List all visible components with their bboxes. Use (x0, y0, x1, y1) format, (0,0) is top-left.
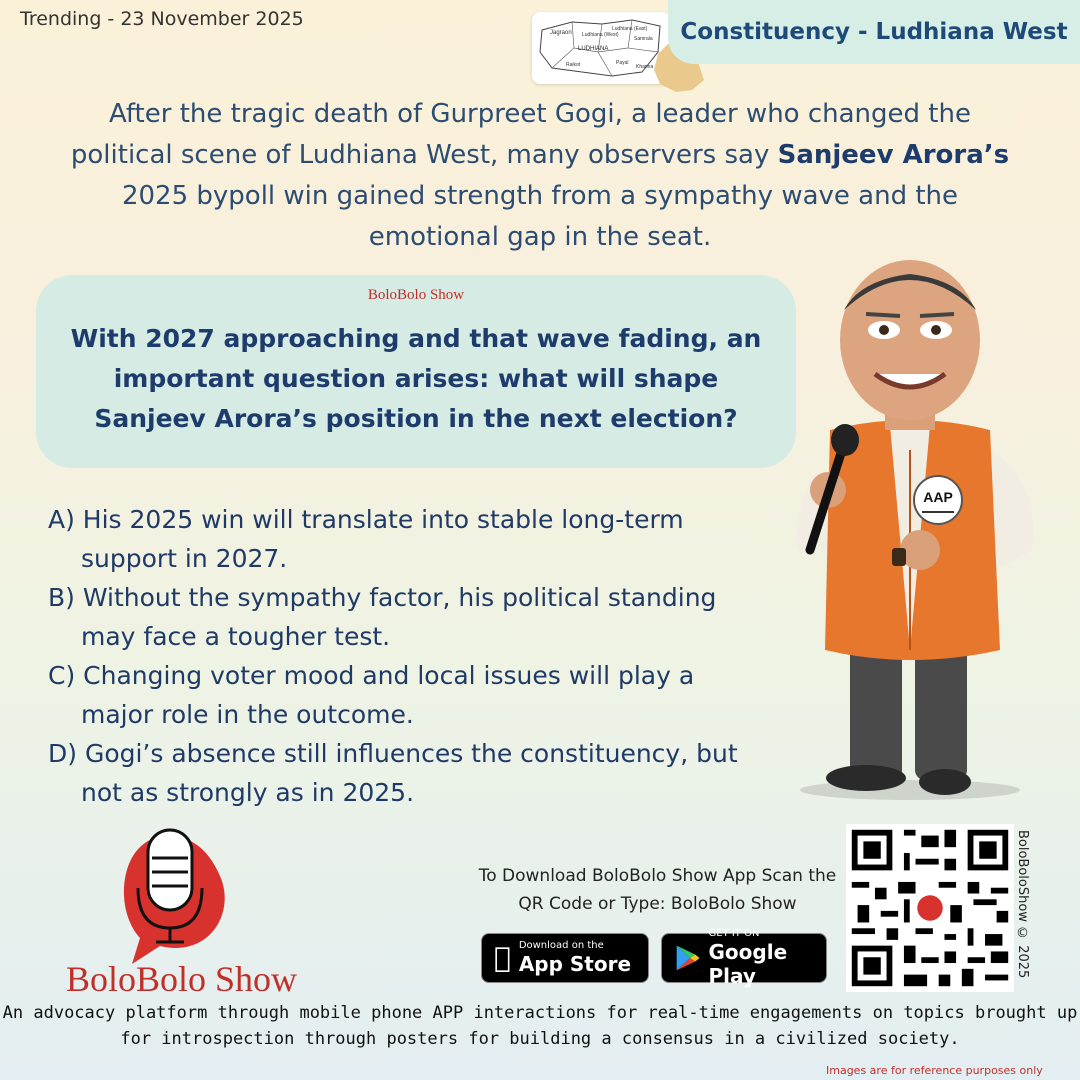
map-label-samrala: Samrala (634, 36, 653, 42)
map-label-raikot: Raikot (566, 62, 581, 68)
app-store-label (502, 940, 631, 976)
footer-tagline: An advocacy platform through mobile phone APP interactions for real-time engagements on topics brought up for introspection through posters for building a consensus in a civilized society. (2, 1003, 1078, 1049)
question-text: With 2027 approaching and that wave fading, an important question arises: what will shape Sanjeev Arora’s position in the next election? (70, 324, 762, 433)
intro-bold-name: Sanjeev Arora’s (777, 140, 1010, 170)
disclaimer: Images are for reference purposes only (826, 1064, 1043, 1077)
copyright-vertical: BoloBoloShow © 2025 (1015, 830, 1030, 979)
map-label-ludhiana-east: Ludhiana (East) (612, 26, 648, 32)
map-label-ludhiana: LUDHIANA (578, 46, 609, 52)
app-store-button[interactable] (481, 933, 649, 983)
option-a: A) His 2025 win will translate into stable long-term support in 2027. (48, 505, 684, 573)
google-play-button[interactable] (661, 928, 827, 988)
option-c: C) Changing voter mood and local issues will play a major role in the outcome. (48, 661, 695, 729)
aap-badge: AAP (923, 489, 953, 505)
map-label-jagraon: Jagraon (550, 30, 572, 36)
constituency-banner: Constituency - Ludhiana West (668, 0, 1080, 64)
map-label-ludhiana-west: Ludhiana (West) (582, 32, 619, 38)
app-store-small: Download on the (502, 940, 587, 951)
intro-text (60, 94, 1020, 258)
app-store-big: App Store (502, 952, 615, 976)
google-play-small: GET IT ON (708, 928, 760, 939)
logo-wordmark: BoloBolo Show (66, 959, 298, 999)
map-label-payal: Payal (616, 60, 629, 66)
intro-part1: After the tragic death of Gurpreet Gogi, a leader who changed the political scene of Ludhiana West, many observers say (70, 99, 971, 170)
question-box (36, 275, 796, 468)
intro-part2: 2025 bypoll win gained strength from a sympathy wave and the emotional gap in the seat. (121, 181, 959, 252)
google-play-icon (674, 942, 701, 974)
google-play-big: Google Play (708, 940, 788, 988)
qr-code[interactable] (846, 824, 1014, 992)
trending-date: Trending - 23 November 2025 (20, 8, 304, 30)
apple-icon (494, 944, 511, 972)
politician-caricature (770, 250, 1050, 810)
question-brand: BoloBolo Show (367, 287, 465, 303)
download-instructions: To Download BoloBolo Show App Scan the QR Code or Type: BoloBolo Show (478, 866, 837, 914)
option-b: B) Without the sympathy factor, his political standing may face a tougher test. (48, 583, 717, 651)
google-play-label (709, 928, 827, 988)
option-d: D) Gogi’s absence still influences the constituency, but not as strongly as in 2025. (48, 739, 738, 807)
map-label-khanna: Khanna (636, 64, 654, 70)
options-list (48, 500, 768, 812)
